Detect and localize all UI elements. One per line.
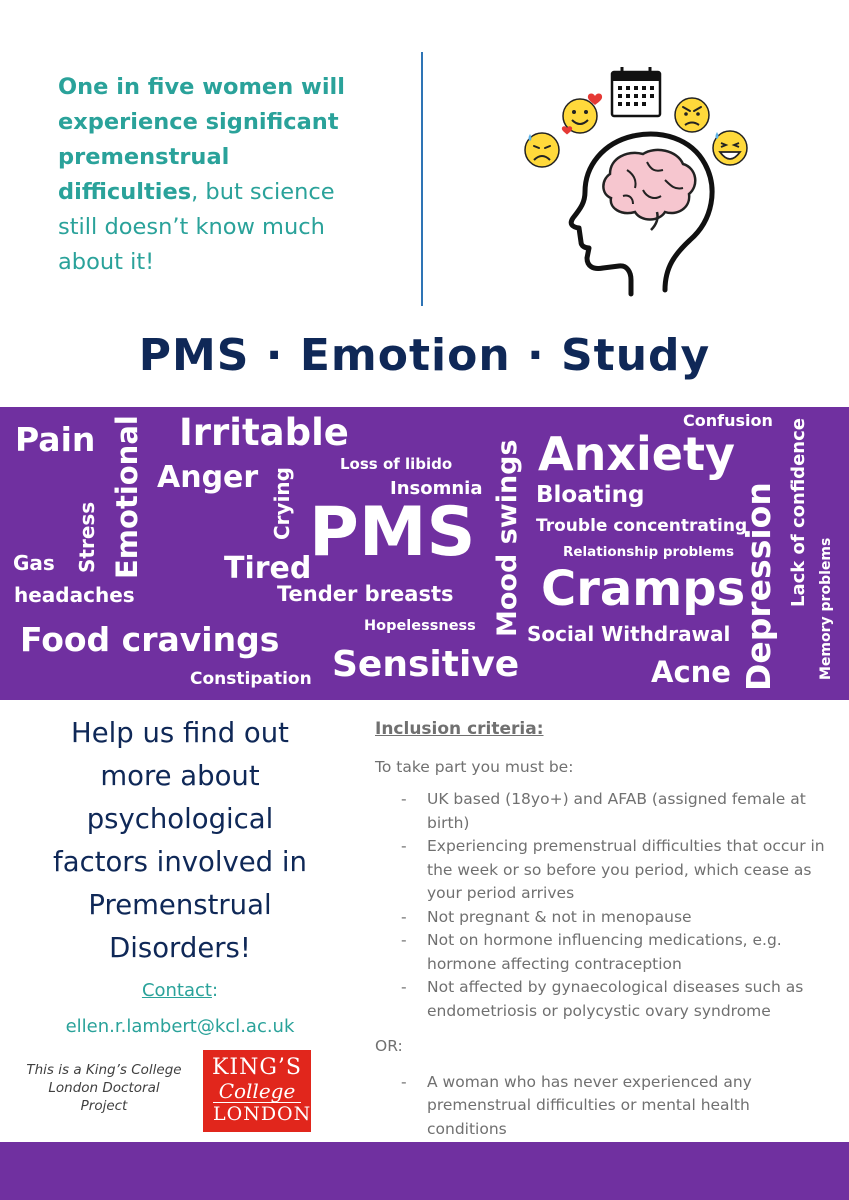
- intro-text: [58, 70, 378, 280]
- list-item: [375, 906, 825, 930]
- word-gas: Gas: [13, 551, 55, 575]
- list-item-text: UK based (18yo+) and AFAB (assigned female at birth): [427, 790, 806, 832]
- word-pain: Pain: [15, 420, 96, 459]
- vertical-divider: [421, 52, 423, 306]
- contact-colon: :: [211, 980, 219, 1001]
- help-line: Help us find out: [71, 717, 289, 749]
- page-title: PMS · Emotion · Study: [138, 330, 711, 381]
- list-item-text: Experiencing premenstrual difficulties that occur in the week or so before you period, which cease as your period arrives: [427, 837, 825, 902]
- kcl-logo: [203, 1050, 311, 1132]
- word-bloating: Bloating: [536, 482, 645, 508]
- word-hopelessness: Hopelessness: [364, 618, 476, 634]
- kcl-logo-line: College: [218, 1079, 296, 1103]
- word-food-cravings: Food cravings: [20, 620, 280, 659]
- list-item-text: Not affected by gynaecological diseases such as endometriosis or polycystic ovary syndrome: [427, 978, 804, 1020]
- word-loss-of-libido: Loss of libido: [340, 455, 453, 473]
- word-memory-problems: Memory problems: [818, 537, 834, 680]
- intro-line: One in five women will: [58, 74, 345, 100]
- list-item-text: Not on hormone influencing medications, e.g. hormone affecting contraception: [427, 931, 782, 973]
- word-emotional: Emotional: [110, 415, 144, 579]
- word-trouble-concentrating: Trouble concentrating: [536, 516, 748, 536]
- dash: -: [401, 1072, 407, 1091]
- love-emoji-icon: [562, 94, 602, 135]
- word-pms: PMS: [309, 493, 476, 572]
- inclusion-title: Inclusion criteria:: [375, 719, 544, 739]
- word-cramps: Cramps: [541, 561, 746, 617]
- kcl-logo-line: LONDON: [213, 1103, 312, 1125]
- contact-label-text: Contact: [141, 980, 212, 1001]
- project-note-line: This is a King’s College: [26, 1062, 182, 1078]
- help-line: psychological: [86, 803, 274, 835]
- dash: -: [401, 837, 407, 855]
- help-line: Disorders!: [109, 932, 251, 964]
- dash: -: [401, 931, 407, 949]
- dash: -: [401, 978, 407, 996]
- intro-line: about it!: [58, 249, 155, 275]
- help-line: more about: [100, 760, 260, 792]
- word-cloud: [0, 407, 849, 700]
- word-stress: Stress: [75, 501, 99, 573]
- word-tired: Tired: [224, 551, 312, 586]
- angry-emoji-icon: [675, 98, 709, 132]
- word-depression: Depression: [739, 482, 778, 691]
- intro-line: experience significant: [58, 109, 339, 135]
- word-tender-breasts: Tender breasts: [277, 582, 454, 606]
- word-crying: Crying: [270, 467, 294, 540]
- intro-line: premenstrual: [58, 144, 230, 170]
- word-headaches: headaches: [14, 583, 135, 607]
- laughing-emoji-icon: [713, 131, 747, 165]
- dash: -: [401, 907, 407, 926]
- list-item: [375, 929, 825, 976]
- word-relationship-problems: Relationship problems: [563, 544, 735, 560]
- head-emotions-illustration: [515, 62, 760, 307]
- inclusion-list: [375, 788, 825, 1023]
- contact-email-link[interactable]: ellen.r.lambert@kcl.ac.uk: [65, 1016, 295, 1037]
- list-item: [375, 1071, 825, 1142]
- help-line: factors involved in: [53, 846, 307, 878]
- project-note-line: London Doctoral: [48, 1080, 160, 1096]
- help-line: Premenstrual: [88, 889, 272, 921]
- list-item: [375, 976, 825, 1023]
- word-mood-swings: Mood swings: [492, 439, 523, 637]
- project-note: [14, 1061, 194, 1115]
- word-irritable: Irritable: [179, 411, 349, 454]
- list-item: [375, 788, 825, 835]
- word-acne: Acne: [651, 655, 731, 689]
- word-insomnia: Insomnia: [390, 478, 483, 499]
- dash: -: [401, 790, 407, 808]
- calendar-icon: [612, 67, 660, 116]
- word-constipation: Constipation: [190, 669, 312, 689]
- word-confusion: Confusion: [683, 411, 773, 430]
- word-sensitive: Sensitive: [332, 644, 520, 685]
- word-anger: Anger: [157, 460, 259, 495]
- or-label: OR:: [375, 1037, 403, 1055]
- footer-band: [0, 1142, 849, 1200]
- word-lack-of-confidence: Lack of confidence: [788, 418, 809, 607]
- intro-line-bold: difficulties: [58, 179, 192, 205]
- list-item-text: A woman who has never experienced any premenstrual difficulties or mental health conditions: [427, 1072, 752, 1138]
- word-anxiety: Anxiety: [538, 427, 735, 481]
- intro-line: , but science: [191, 179, 335, 205]
- word-social-withdrawal: Social Withdrawal: [527, 622, 731, 646]
- alt-list: [375, 1071, 825, 1142]
- list-item: [375, 835, 825, 906]
- kcl-logo-line: KING’S: [211, 1055, 302, 1080]
- sad-emoji-icon: [525, 133, 559, 167]
- intro-line: still doesn’t know much: [58, 214, 325, 240]
- project-note-line: Project: [80, 1098, 128, 1114]
- inclusion-intro: To take part you must be:: [375, 757, 574, 776]
- contact-label: [20, 980, 340, 1001]
- list-item-text: Not pregnant & not in menopause: [427, 907, 692, 926]
- inclusion-criteria: [375, 718, 825, 1141]
- help-heading: [20, 712, 340, 970]
